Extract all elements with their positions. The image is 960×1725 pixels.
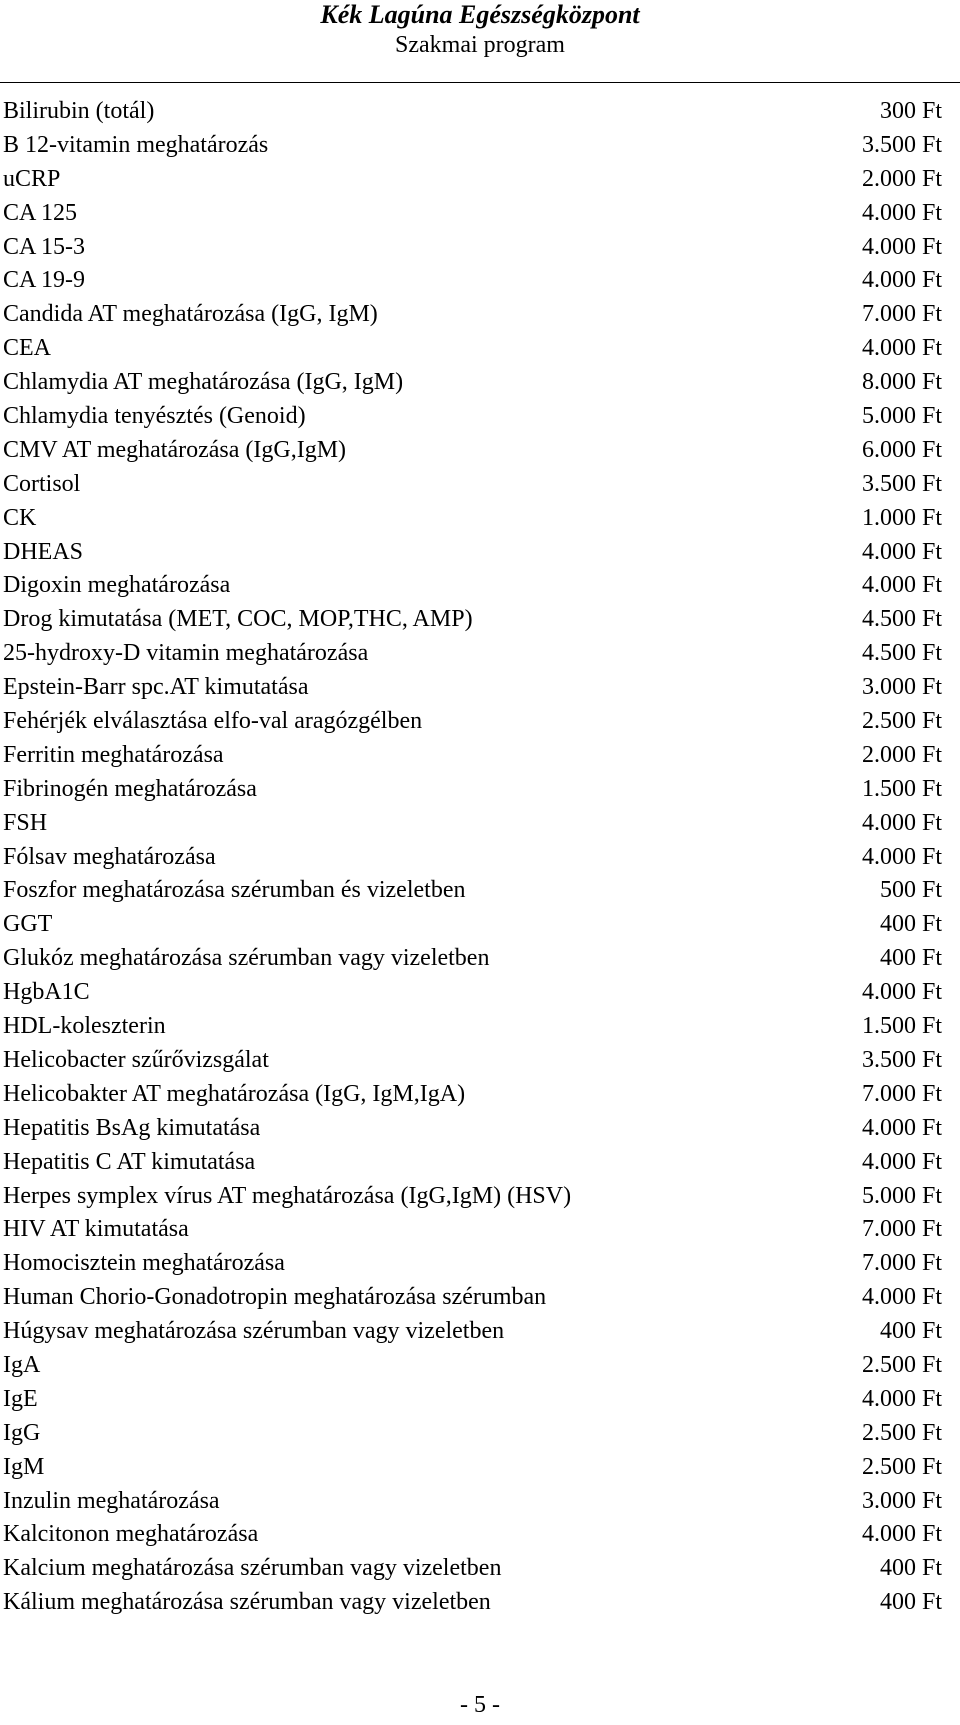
test-price: 4.000 Ft xyxy=(861,843,942,870)
price-row xyxy=(0,1586,942,1620)
price-row xyxy=(0,874,942,908)
price-row xyxy=(0,1078,942,1112)
test-name: Candida AT meghatározása (IgG, IgM) xyxy=(3,301,378,328)
price-row xyxy=(0,1451,942,1485)
test-name: B 12-vitamin meghatározás xyxy=(3,131,269,158)
test-price: 4.000 Ft xyxy=(861,267,942,294)
price-row xyxy=(0,908,942,942)
test-name: Ferritin meghatározása xyxy=(3,741,224,768)
price-row xyxy=(0,332,942,366)
test-price: 2.500 Ft xyxy=(861,708,942,735)
page-number: - 5 - xyxy=(460,1692,500,1718)
price-row xyxy=(0,569,942,603)
price-row xyxy=(0,298,942,332)
test-price: 2.500 Ft xyxy=(861,1351,942,1378)
price-row xyxy=(0,1518,942,1552)
price-row xyxy=(0,739,942,773)
test-price: 400 Ft xyxy=(879,911,942,938)
test-price: 7.000 Ft xyxy=(861,1080,942,1107)
test-price: 4.000 Ft xyxy=(861,572,942,599)
test-name: Fehérjék elválasztása elfo-val aragózgélben xyxy=(3,708,423,735)
test-price: 1.500 Ft xyxy=(861,1013,942,1040)
test-price: 3.000 Ft xyxy=(861,674,942,701)
test-name: Kalcitonon meghatározása xyxy=(3,1521,259,1548)
test-price: 300 Ft xyxy=(879,98,942,124)
header-divider xyxy=(0,82,960,83)
test-price: 6.000 Ft xyxy=(861,436,942,463)
test-price: 4.000 Ft xyxy=(861,1284,942,1311)
price-row xyxy=(0,1383,942,1417)
price-row xyxy=(0,773,942,807)
test-name: IgA xyxy=(3,1351,41,1378)
test-price: 4.500 Ft xyxy=(861,640,942,667)
test-price: 7.000 Ft xyxy=(861,1250,942,1277)
test-name: Inzulin meghatározása xyxy=(3,1487,220,1514)
test-price: 4.000 Ft xyxy=(861,1521,942,1548)
price-row xyxy=(0,1349,942,1383)
document-title: Kék Lagúna Egészségközpont xyxy=(320,0,640,29)
price-row xyxy=(0,603,942,637)
test-price: 5.000 Ft xyxy=(861,1182,942,1209)
test-price: 4.000 Ft xyxy=(861,199,942,226)
test-price: 400 Ft xyxy=(879,1555,942,1582)
price-row xyxy=(0,671,942,705)
price-row xyxy=(0,231,942,265)
test-name: 25-hydroxy-D vitamin meghatározása xyxy=(3,640,369,667)
document-subtitle: Szakmai program xyxy=(395,32,565,58)
test-name: Chlamydia AT meghatározása (IgG, IgM) xyxy=(3,369,404,396)
test-price: 4.000 Ft xyxy=(861,979,942,1006)
price-row xyxy=(0,366,942,400)
test-price: 3.000 Ft xyxy=(861,1487,942,1514)
price-row xyxy=(0,1112,942,1146)
test-price: 400 Ft xyxy=(879,1589,942,1616)
test-name: Bilirubin (totál) xyxy=(3,98,155,124)
test-name: Kalcium meghatározása szérumban vagy vizeletben xyxy=(3,1555,502,1582)
test-name: CK xyxy=(3,504,37,531)
test-name: CMV AT meghatározása (IgG,IgM) xyxy=(3,436,347,463)
test-name: Digoxin meghatározása xyxy=(3,572,231,599)
price-row xyxy=(0,1315,942,1349)
price-row xyxy=(0,807,942,841)
price-row xyxy=(0,434,942,468)
test-price: 4.500 Ft xyxy=(861,606,942,633)
price-row xyxy=(0,1247,942,1281)
test-name: Fólsav meghatározása xyxy=(3,843,216,870)
price-row xyxy=(0,1281,942,1315)
test-name: Homocisztein meghatározása xyxy=(3,1250,285,1277)
test-name: FSH xyxy=(3,809,48,836)
test-price: 500 Ft xyxy=(879,877,942,904)
test-price: 2.000 Ft xyxy=(861,165,942,192)
price-row xyxy=(0,841,942,875)
price-list xyxy=(0,95,942,1620)
test-name: Glukóz meghatározása szérumban vagy vizeletben xyxy=(3,945,490,972)
test-price: 4.000 Ft xyxy=(861,1385,942,1412)
test-name: Foszfor meghatározása szérumban és vizeletben xyxy=(3,877,466,904)
test-name: Epstein-Barr spc.AT kimutatása xyxy=(3,674,309,701)
price-row xyxy=(0,264,942,298)
test-name: CA 125 xyxy=(3,199,78,226)
test-price: 400 Ft xyxy=(879,945,942,972)
test-price: 4.000 Ft xyxy=(861,809,942,836)
test-price: 2.000 Ft xyxy=(861,741,942,768)
test-price: 3.500 Ft xyxy=(861,1046,942,1073)
test-price: 3.500 Ft xyxy=(861,470,942,497)
test-name: HgbA1C xyxy=(3,979,90,1006)
test-price: 8.000 Ft xyxy=(861,369,942,396)
price-row xyxy=(0,1010,942,1044)
price-row xyxy=(0,637,942,671)
price-row xyxy=(0,468,942,502)
test-price: 1.500 Ft xyxy=(861,775,942,802)
test-name: Herpes symplex vírus AT meghatározása (IgG,IgM) (HSV) xyxy=(3,1182,572,1209)
test-price: 2.500 Ft xyxy=(861,1453,942,1480)
test-price: 4.000 Ft xyxy=(861,1114,942,1141)
test-name: Chlamydia tenyésztés (Genoid) xyxy=(3,403,306,430)
price-row xyxy=(0,95,942,129)
test-price: 4.000 Ft xyxy=(861,233,942,260)
test-name: Kálium meghatározása szérumban vagy vizeletben xyxy=(3,1589,491,1616)
test-name: Drog kimutatása (MET, COC, MOP,THC, AMP) xyxy=(3,606,473,633)
price-row xyxy=(0,129,942,163)
price-row xyxy=(0,1044,942,1078)
price-row xyxy=(0,536,942,570)
price-row xyxy=(0,942,942,976)
test-name: Cortisol xyxy=(3,470,81,497)
test-price: 1.000 Ft xyxy=(861,504,942,531)
test-name: IgG xyxy=(3,1419,41,1446)
test-name: CA 15-3 xyxy=(3,233,86,260)
price-row xyxy=(0,197,942,231)
test-price: 7.000 Ft xyxy=(861,1216,942,1243)
test-name: Hepatitis C AT kimutatása xyxy=(3,1148,256,1175)
price-row xyxy=(0,1146,942,1180)
test-name: DHEAS xyxy=(3,538,84,565)
test-price: 4.000 Ft xyxy=(861,1148,942,1175)
test-price: 7.000 Ft xyxy=(861,301,942,328)
price-row xyxy=(0,502,942,536)
page-header xyxy=(0,0,960,60)
price-row xyxy=(0,976,942,1010)
test-name: Hepatitis BsAg kimutatása xyxy=(3,1114,261,1141)
price-row xyxy=(0,400,942,434)
test-name: IgM xyxy=(3,1453,45,1480)
test-name: Human Chorio-Gonadotropin meghatározása szérumban xyxy=(3,1284,547,1311)
test-name: IgE xyxy=(3,1385,38,1412)
test-price: 5.000 Ft xyxy=(861,403,942,430)
test-name: CEA xyxy=(3,335,51,362)
test-price: 4.000 Ft xyxy=(861,335,942,362)
price-row xyxy=(0,1552,942,1586)
test-name: Fibrinogén meghatározása xyxy=(3,775,257,802)
test-name: Helicobacter szűrővizsgálat xyxy=(3,1046,269,1073)
test-price: 4.000 Ft xyxy=(861,538,942,565)
test-price: 3.500 Ft xyxy=(861,131,942,158)
price-row xyxy=(0,163,942,197)
test-price: 400 Ft xyxy=(879,1318,942,1345)
test-name: Húgysav meghatározása szérumban vagy vizeletben xyxy=(3,1318,505,1345)
price-row xyxy=(0,1485,942,1519)
price-row xyxy=(0,705,942,739)
test-name: GGT xyxy=(3,911,53,938)
price-row xyxy=(0,1180,942,1214)
test-name: HDL-koleszterin xyxy=(3,1013,166,1040)
test-name: Helicobakter AT meghatározása (IgG, IgM,IgA) xyxy=(3,1080,466,1107)
price-row xyxy=(0,1417,942,1451)
price-row xyxy=(0,1213,942,1247)
test-name: uCRP xyxy=(3,165,61,192)
test-name: CA 19-9 xyxy=(3,267,86,294)
test-name: HIV AT kimutatása xyxy=(3,1216,189,1243)
test-price: 2.500 Ft xyxy=(861,1419,942,1446)
